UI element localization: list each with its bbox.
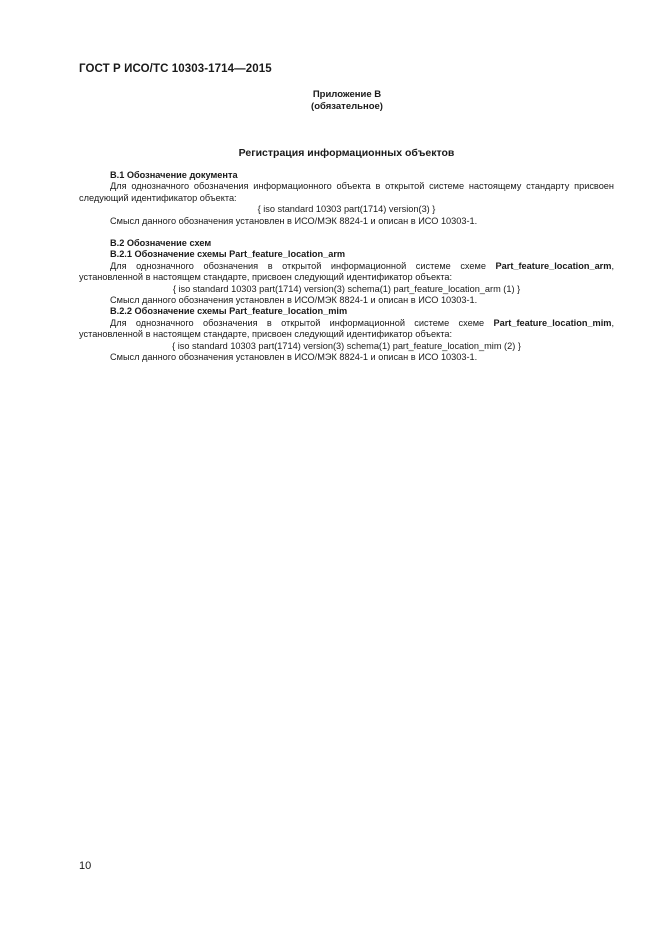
page-number: 10 [79,860,92,872]
b1-paragraph: Для однозначного обозначения информационного объекта в открытой системе настоящему стандарту присвоен следующий идентификатор объекта: [79,181,614,203]
b21-paragraph [79,261,614,284]
b22-schema-name: Part_feature_location_mim [493,317,612,328]
b22-paragraph-end: , установленной в настоящем стандарте, присвоен следующий идентификатор объекта: [79,317,614,340]
b22-paragraph-start: Для однозначного обозначения в открытой информационной системе схеме [110,317,494,328]
annex-status: (обязательное) [311,101,383,112]
b22-meaning: Смысл данного обозначения установлен в ИСО/МЭК 8824-1 и описан в ИСО 10303-1. [110,352,478,363]
standard-header: ГОСТ Р ИСО/ТС 10303-1714—2015 [79,63,272,75]
b21-meaning: Смысл данного обозначения установлен в ИСО/МЭК 8824-1 и описан в ИСО 10303-1. [110,295,478,306]
section-title: Регистрация информационных объектов [238,147,455,159]
b22-heading: В.2.2 Обозначение схемы Part_feature_location_mim [110,306,348,317]
b21-identifier: { iso standard 10303 part(1714) version(3) schema(1) part_feature_location_arm (1) } [172,283,521,294]
annex-content [79,170,614,364]
b2-heading: В.2 Обозначение схем [110,238,212,249]
b21-paragraph-end: , установленной в настоящем стандарте, присвоен следующий идентификатор объекта: [79,260,614,283]
b22-identifier: { iso standard 10303 part(1714) version(3) schema(1) part_feature_location_mim (2) } [172,340,521,351]
b1-heading: В.1 Обозначение документа [110,170,238,180]
spacer [79,227,614,238]
annex-title: Приложение В [312,89,382,100]
b1-identifier: { iso standard 10303 part(1714) version(3) } [257,204,436,215]
b21-schema-name: Part_feature_location_arm [495,260,612,271]
b22-paragraph [79,318,614,341]
b21-paragraph-start: Для однозначного обозначения в открытой информационной системе схеме [110,260,496,271]
b21-heading: В.2.1 Обозначение схемы Part_feature_location_arm [110,249,346,260]
b1-meaning: Смысл данного обозначения установлен в ИСО/МЭК 8824-1 и описан в ИСО 10303-1. [110,215,478,226]
